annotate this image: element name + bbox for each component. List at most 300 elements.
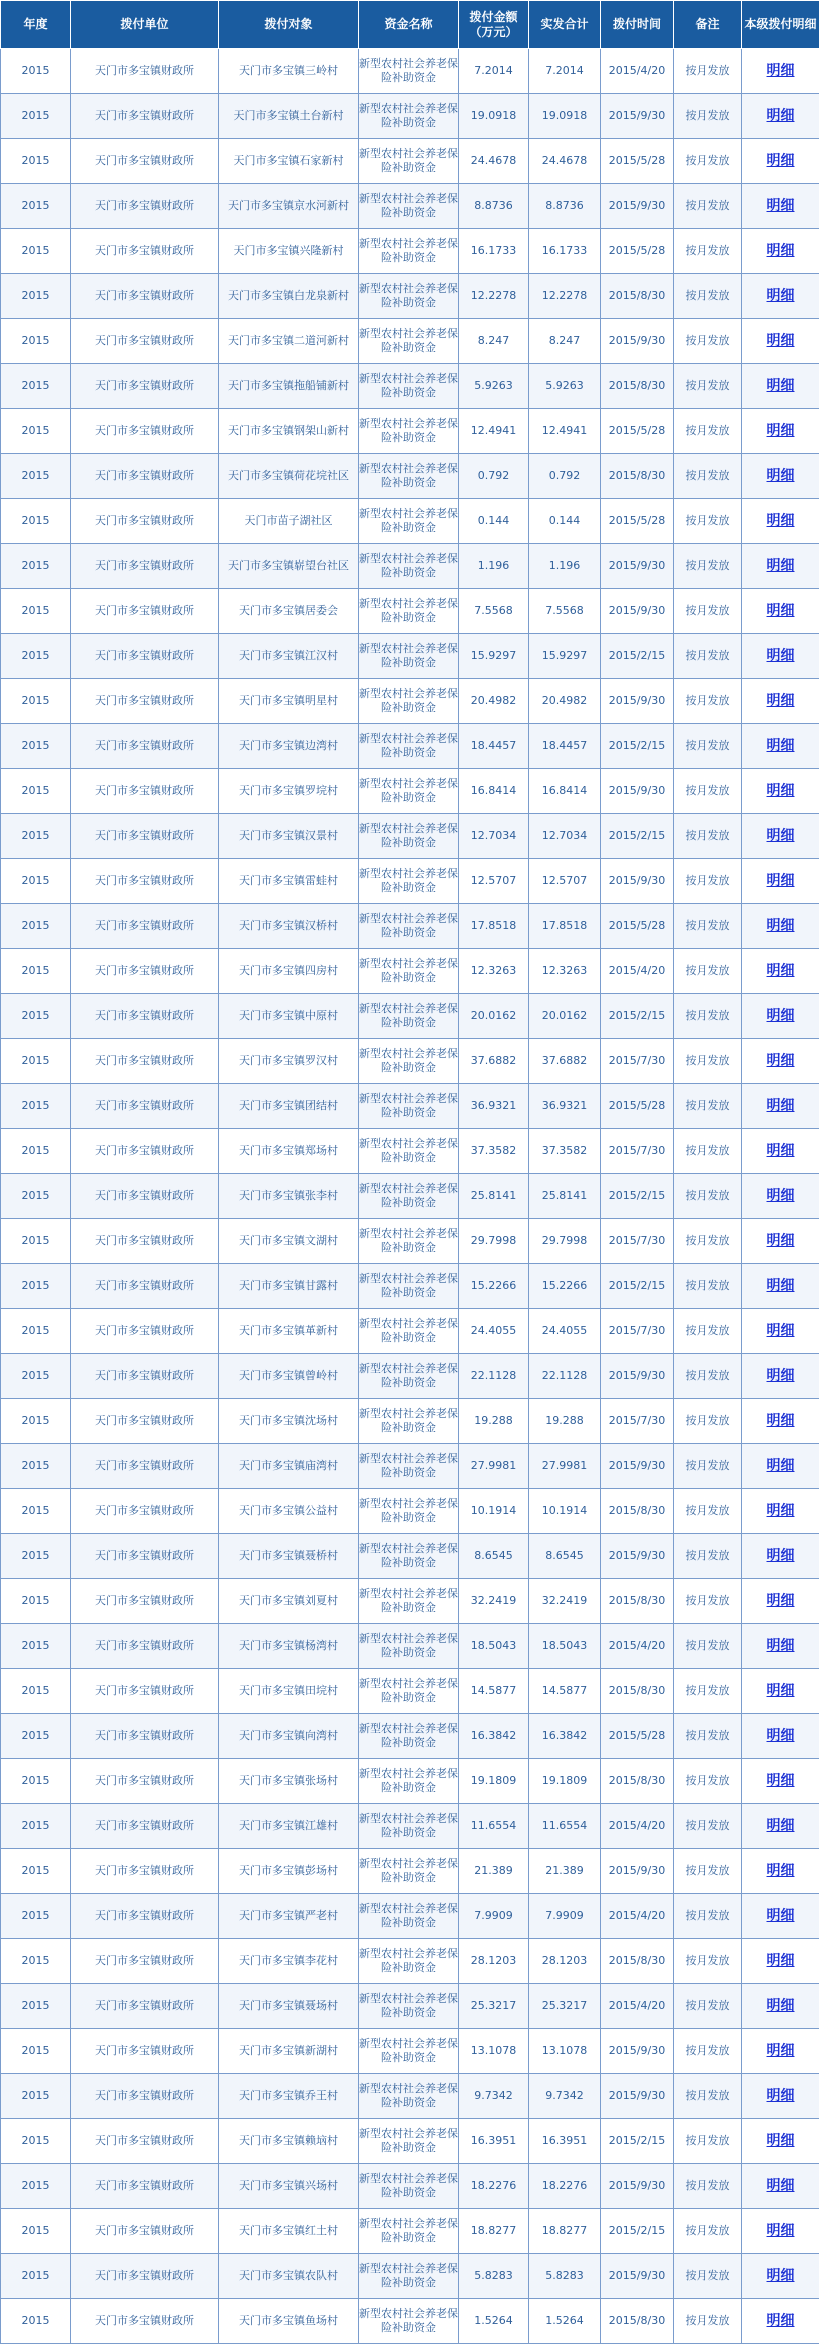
cell-year: 2015: [1, 2209, 71, 2254]
cell-target: 天门市多宝镇农队村: [219, 2254, 359, 2299]
detail-link[interactable]: 明细: [766, 467, 795, 484]
cell-remark: 按月发放: [674, 94, 742, 139]
cell-remark: 按月发放: [674, 949, 742, 994]
cell-fund-name: 新型农村社会养老保险补助资金: [359, 1354, 459, 1399]
cell-total: 28.1203: [529, 1939, 601, 1984]
cell-date: 2015/5/28: [601, 229, 674, 274]
cell-detail: [742, 2299, 819, 2344]
header-year: 年度: [1, 1, 71, 49]
cell-total: 19.288: [529, 1399, 601, 1444]
cell-year: 2015: [1, 1984, 71, 2029]
detail-link[interactable]: 明细: [766, 1502, 795, 1519]
cell-date: 2015/9/30: [601, 589, 674, 634]
cell-year: 2015: [1, 1219, 71, 1264]
cell-remark: 按月发放: [674, 49, 742, 94]
cell-detail: [742, 1669, 819, 1714]
cell-unit: 天门市多宝镇财政所: [71, 319, 219, 364]
cell-fund-name: 新型农村社会养老保险补助资金: [359, 2164, 459, 2209]
cell-fund-name: 新型农村社会养老保险补助资金: [359, 724, 459, 769]
table-row: [1, 2209, 819, 2254]
detail-link[interactable]: 明细: [766, 647, 795, 664]
detail-link[interactable]: 明细: [766, 1547, 795, 1564]
cell-fund-name: 新型农村社会养老保险补助资金: [359, 229, 459, 274]
detail-link[interactable]: 明细: [766, 1817, 795, 1834]
detail-link[interactable]: 明细: [766, 422, 795, 439]
table-row: [1, 1264, 819, 1309]
cell-remark: 按月发放: [674, 1399, 742, 1444]
cell-total: 15.2266: [529, 1264, 601, 1309]
cell-total: 12.2278: [529, 274, 601, 319]
cell-target: 天门市多宝镇聂桥村: [219, 1534, 359, 1579]
cell-target: 天门市多宝镇荷花垸社区: [219, 454, 359, 499]
cell-remark: 按月发放: [674, 1354, 742, 1399]
detail-link[interactable]: 明细: [766, 692, 795, 709]
cell-unit: 天门市多宝镇财政所: [71, 1984, 219, 2029]
cell-detail: [742, 1984, 819, 2029]
cell-amount: 12.7034: [459, 814, 529, 859]
cell-unit: 天门市多宝镇财政所: [71, 1489, 219, 1534]
cell-date: 2015/9/30: [601, 859, 674, 904]
cell-fund-name: 新型农村社会养老保险补助资金: [359, 2119, 459, 2164]
cell-detail: [742, 364, 819, 409]
cell-year: 2015: [1, 49, 71, 94]
cell-year: 2015: [1, 634, 71, 679]
cell-total: 18.2276: [529, 2164, 601, 2209]
cell-amount: 5.8283: [459, 2254, 529, 2299]
detail-link[interactable]: 明细: [766, 2312, 795, 2329]
cell-amount: 37.6882: [459, 1039, 529, 1084]
detail-link[interactable]: 明细: [766, 557, 795, 574]
cell-fund-name: 新型农村社会养老保险补助资金: [359, 1174, 459, 1219]
table-row: [1, 1084, 819, 1129]
cell-total: 7.5568: [529, 589, 601, 634]
detail-link[interactable]: 明细: [766, 602, 795, 619]
cell-amount: 19.0918: [459, 94, 529, 139]
cell-amount: 11.6554: [459, 1804, 529, 1849]
header-date: 拨付时间: [601, 1, 674, 49]
cell-amount: 15.2266: [459, 1264, 529, 1309]
cell-target: 天门市多宝镇公益村: [219, 1489, 359, 1534]
detail-link[interactable]: 明细: [766, 62, 795, 79]
cell-amount: 16.8414: [459, 769, 529, 814]
header-amount: 拨付金额（万元）: [459, 1, 529, 49]
cell-year: 2015: [1, 499, 71, 544]
cell-detail: [742, 1309, 819, 1354]
cell-date: 2015/5/28: [601, 1714, 674, 1759]
cell-date: 2015/7/30: [601, 1399, 674, 1444]
detail-link[interactable]: 明细: [766, 1997, 795, 2014]
cell-date: 2015/9/30: [601, 184, 674, 229]
cell-remark: 按月发放: [674, 2029, 742, 2074]
detail-link[interactable]: 明细: [766, 1772, 795, 1789]
table-row: [1, 454, 819, 499]
table-row: [1, 1984, 819, 2029]
cell-year: 2015: [1, 2299, 71, 2344]
cell-total: 0.792: [529, 454, 601, 499]
cell-year: 2015: [1, 994, 71, 1039]
cell-total: 5.8283: [529, 2254, 601, 2299]
cell-fund-name: 新型农村社会养老保险补助资金: [359, 1669, 459, 1714]
cell-remark: 按月发放: [674, 364, 742, 409]
cell-fund-name: 新型农村社会养老保险补助资金: [359, 1939, 459, 1984]
cell-amount: 13.1078: [459, 2029, 529, 2074]
detail-link[interactable]: 明细: [766, 1682, 795, 1699]
cell-year: 2015: [1, 184, 71, 229]
detail-link[interactable]: 明细: [766, 1907, 795, 1924]
cell-remark: 按月发放: [674, 499, 742, 544]
cell-year: 2015: [1, 1084, 71, 1129]
cell-detail: [742, 1759, 819, 1804]
cell-amount: 16.1733: [459, 229, 529, 274]
detail-link[interactable]: 明细: [766, 1052, 795, 1069]
cell-amount: 8.6545: [459, 1534, 529, 1579]
detail-link[interactable]: 明细: [766, 2267, 795, 2284]
detail-link[interactable]: 明细: [766, 197, 795, 214]
cell-year: 2015: [1, 1849, 71, 1894]
cell-remark: 按月发放: [674, 2074, 742, 2119]
cell-unit: 天门市多宝镇财政所: [71, 2029, 219, 2074]
cell-detail: [742, 229, 819, 274]
cell-total: 12.4941: [529, 409, 601, 454]
cell-fund-name: 新型农村社会养老保险补助资金: [359, 184, 459, 229]
cell-amount: 29.7998: [459, 1219, 529, 1264]
cell-fund-name: 新型农村社会养老保险补助资金: [359, 1984, 459, 2029]
detail-link[interactable]: 明细: [766, 872, 795, 889]
table-row: [1, 2164, 819, 2209]
cell-date: 2015/5/28: [601, 409, 674, 454]
cell-target: 天门市多宝镇边湾村: [219, 724, 359, 769]
cell-unit: 天门市多宝镇财政所: [71, 1129, 219, 1174]
cell-target: 天门市多宝镇杨湾村: [219, 1624, 359, 1669]
cell-fund-name: 新型农村社会养老保险补助资金: [359, 904, 459, 949]
cell-remark: 按月发放: [674, 1444, 742, 1489]
detail-link[interactable]: 明细: [766, 782, 795, 799]
cell-date: 2015/9/30: [601, 1354, 674, 1399]
cell-unit: 天门市多宝镇财政所: [71, 2299, 219, 2344]
table-row: [1, 679, 819, 724]
cell-remark: 按月发放: [674, 2119, 742, 2164]
cell-date: 2015/2/15: [601, 724, 674, 769]
cell-date: 2015/9/30: [601, 94, 674, 139]
cell-unit: 天门市多宝镇财政所: [71, 1939, 219, 1984]
cell-amount: 7.5568: [459, 589, 529, 634]
cell-total: 13.1078: [529, 2029, 601, 2074]
cell-total: 25.8141: [529, 1174, 601, 1219]
table-row: [1, 229, 819, 274]
cell-fund-name: 新型农村社会养老保险补助资金: [359, 319, 459, 364]
cell-year: 2015: [1, 2164, 71, 2209]
detail-link[interactable]: 明细: [766, 1727, 795, 1744]
table-row: [1, 1579, 819, 1624]
cell-remark: 按月发放: [674, 544, 742, 589]
cell-fund-name: 新型农村社会养老保险补助资金: [359, 1579, 459, 1624]
table-row: [1, 544, 819, 589]
cell-date: 2015/4/20: [601, 1984, 674, 2029]
cell-fund-name: 新型农村社会养老保险补助资金: [359, 1084, 459, 1129]
detail-link[interactable]: 明细: [766, 1457, 795, 1474]
cell-amount: 0.144: [459, 499, 529, 544]
cell-remark: 按月发放: [674, 814, 742, 859]
cell-detail: [742, 1129, 819, 1174]
cell-unit: 天门市多宝镇财政所: [71, 1624, 219, 1669]
cell-target: 天门市多宝镇张场村: [219, 1759, 359, 1804]
cell-remark: 按月发放: [674, 724, 742, 769]
cell-amount: 12.2278: [459, 274, 529, 319]
cell-remark: 按月发放: [674, 274, 742, 319]
cell-target: 天门市多宝镇二道河新村: [219, 319, 359, 364]
cell-unit: 天门市多宝镇财政所: [71, 1849, 219, 1894]
cell-remark: 按月发放: [674, 2164, 742, 2209]
cell-remark: 按月发放: [674, 859, 742, 904]
cell-year: 2015: [1, 1714, 71, 1759]
detail-link[interactable]: 明细: [766, 1142, 795, 1159]
table-row: [1, 1759, 819, 1804]
detail-link[interactable]: 明细: [766, 377, 795, 394]
detail-link[interactable]: 明细: [766, 332, 795, 349]
cell-fund-name: 新型农村社会养老保险补助资金: [359, 1894, 459, 1939]
detail-link[interactable]: 明细: [766, 2087, 795, 2104]
cell-amount: 7.9909: [459, 1894, 529, 1939]
cell-target: 天门市多宝镇向湾村: [219, 1714, 359, 1759]
cell-unit: 天门市多宝镇财政所: [71, 769, 219, 814]
cell-year: 2015: [1, 814, 71, 859]
cell-date: 2015/4/20: [601, 1804, 674, 1849]
cell-date: 2015/9/30: [601, 2074, 674, 2119]
cell-remark: 按月发放: [674, 229, 742, 274]
cell-year: 2015: [1, 859, 71, 904]
cell-year: 2015: [1, 1489, 71, 1534]
cell-amount: 1.196: [459, 544, 529, 589]
cell-detail: [742, 2164, 819, 2209]
cell-unit: 天门市多宝镇财政所: [71, 724, 219, 769]
cell-unit: 天门市多宝镇财政所: [71, 2074, 219, 2119]
cell-total: 16.8414: [529, 769, 601, 814]
cell-date: 2015/7/30: [601, 1129, 674, 1174]
cell-total: 25.3217: [529, 1984, 601, 2029]
detail-link[interactable]: 明细: [766, 1187, 795, 1204]
detail-link[interactable]: 明细: [766, 1367, 795, 1384]
cell-fund-name: 新型农村社会养老保险补助资金: [359, 1399, 459, 1444]
cell-unit: 天门市多宝镇财政所: [71, 544, 219, 589]
cell-amount: 25.8141: [459, 1174, 529, 1219]
cell-year: 2015: [1, 904, 71, 949]
cell-total: 5.9263: [529, 364, 601, 409]
cell-target: 天门市多宝镇彭场村: [219, 1849, 359, 1894]
cell-detail: [742, 859, 819, 904]
cell-amount: 18.5043: [459, 1624, 529, 1669]
cell-unit: 天门市多宝镇财政所: [71, 1444, 219, 1489]
cell-remark: 按月发放: [674, 319, 742, 364]
cell-total: 18.4457: [529, 724, 601, 769]
cell-target: 天门市多宝镇罗汉村: [219, 1039, 359, 1084]
cell-target: 天门市多宝镇团结村: [219, 1084, 359, 1129]
cell-target: 天门市多宝镇赖垴村: [219, 2119, 359, 2164]
cell-unit: 天门市多宝镇财政所: [71, 274, 219, 319]
cell-total: 1.196: [529, 544, 601, 589]
cell-fund-name: 新型农村社会养老保险补助资金: [359, 1129, 459, 1174]
cell-date: 2015/4/20: [601, 1894, 674, 1939]
cell-amount: 5.9263: [459, 364, 529, 409]
cell-total: 22.1128: [529, 1354, 601, 1399]
cell-date: 2015/8/30: [601, 1489, 674, 1534]
cell-total: 8.6545: [529, 1534, 601, 1579]
detail-link[interactable]: 明细: [766, 827, 795, 844]
cell-date: 2015/2/15: [601, 2119, 674, 2164]
cell-total: 18.8277: [529, 2209, 601, 2254]
cell-total: 29.7998: [529, 1219, 601, 1264]
cell-year: 2015: [1, 1309, 71, 1354]
detail-link[interactable]: 明细: [766, 1322, 795, 1339]
header-row: [1, 1, 819, 49]
cell-unit: 天门市多宝镇财政所: [71, 94, 219, 139]
cell-amount: 20.0162: [459, 994, 529, 1039]
detail-link[interactable]: 明细: [766, 242, 795, 259]
cell-target: 天门市多宝镇明星村: [219, 679, 359, 724]
cell-year: 2015: [1, 94, 71, 139]
cell-amount: 12.5707: [459, 859, 529, 904]
cell-detail: [742, 544, 819, 589]
cell-fund-name: 新型农村社会养老保险补助资金: [359, 589, 459, 634]
cell-amount: 10.1914: [459, 1489, 529, 1534]
cell-amount: 36.9321: [459, 1084, 529, 1129]
detail-link[interactable]: 明细: [766, 152, 795, 169]
cell-total: 17.8518: [529, 904, 601, 949]
detail-link[interactable]: 明细: [766, 917, 795, 934]
table-row: [1, 1219, 819, 1264]
cell-target: 天门市多宝镇田垸村: [219, 1669, 359, 1714]
cell-year: 2015: [1, 2254, 71, 2299]
table-row: [1, 2299, 819, 2344]
cell-date: 2015/8/30: [601, 2299, 674, 2344]
cell-target: 天门市多宝镇李花村: [219, 1939, 359, 1984]
cell-date: 2015/5/28: [601, 499, 674, 544]
cell-target: 天门市多宝镇江雄村: [219, 1804, 359, 1849]
table-row: [1, 1399, 819, 1444]
cell-detail: [742, 1579, 819, 1624]
cell-year: 2015: [1, 544, 71, 589]
detail-link[interactable]: 明细: [766, 287, 795, 304]
detail-link[interactable]: 明细: [766, 1277, 795, 1294]
table-row: [1, 1669, 819, 1714]
cell-unit: 天门市多宝镇财政所: [71, 1264, 219, 1309]
cell-total: 19.0918: [529, 94, 601, 139]
cell-fund-name: 新型农村社会养老保险补助资金: [359, 49, 459, 94]
table-row: [1, 1939, 819, 1984]
cell-unit: 天门市多宝镇财政所: [71, 1309, 219, 1354]
detail-link[interactable]: 明细: [766, 1592, 795, 1609]
cell-remark: 按月发放: [674, 1804, 742, 1849]
cell-year: 2015: [1, 769, 71, 814]
cell-amount: 19.1809: [459, 1759, 529, 1804]
cell-total: 16.1733: [529, 229, 601, 274]
detail-link[interactable]: 明细: [766, 1952, 795, 1969]
cell-year: 2015: [1, 1804, 71, 1849]
detail-link[interactable]: 明细: [766, 2132, 795, 2149]
table-row: [1, 1354, 819, 1399]
table-row: [1, 1174, 819, 1219]
detail-link[interactable]: 明细: [766, 2177, 795, 2194]
cell-year: 2015: [1, 229, 71, 274]
cell-detail: [742, 769, 819, 814]
cell-detail: [742, 499, 819, 544]
cell-target: 天门市多宝镇红土村: [219, 2209, 359, 2254]
cell-total: 15.9297: [529, 634, 601, 679]
cell-year: 2015: [1, 589, 71, 634]
cell-unit: 天门市多宝镇财政所: [71, 1084, 219, 1129]
cell-date: 2015/7/30: [601, 1219, 674, 1264]
detail-link[interactable]: 明细: [766, 2042, 795, 2059]
detail-link[interactable]: 明细: [766, 737, 795, 754]
table-row: [1, 2254, 819, 2299]
cell-target: 天门市多宝镇崭望台社区: [219, 544, 359, 589]
cell-year: 2015: [1, 1669, 71, 1714]
cell-remark: 按月发放: [674, 1894, 742, 1939]
cell-date: 2015/8/30: [601, 364, 674, 409]
cell-detail: [742, 1354, 819, 1399]
cell-detail: [742, 94, 819, 139]
detail-link[interactable]: 明细: [766, 1412, 795, 1429]
detail-link[interactable]: 明细: [766, 512, 795, 529]
detail-link[interactable]: 明细: [766, 1097, 795, 1114]
detail-link[interactable]: 明细: [766, 962, 795, 979]
cell-total: 14.5877: [529, 1669, 601, 1714]
cell-fund-name: 新型农村社会养老保险补助资金: [359, 544, 459, 589]
table-row: [1, 274, 819, 319]
detail-link[interactable]: 明细: [766, 1007, 795, 1024]
cell-unit: 天门市多宝镇财政所: [71, 2209, 219, 2254]
cell-remark: 按月发放: [674, 904, 742, 949]
cell-date: 2015/9/30: [601, 2164, 674, 2209]
cell-detail: [742, 1039, 819, 1084]
cell-total: 36.9321: [529, 1084, 601, 1129]
cell-year: 2015: [1, 2119, 71, 2164]
cell-fund-name: 新型农村社会养老保险补助资金: [359, 679, 459, 724]
cell-total: 9.7342: [529, 2074, 601, 2119]
table-row: [1, 319, 819, 364]
cell-remark: 按月发放: [674, 1084, 742, 1129]
cell-unit: 天门市多宝镇财政所: [71, 1579, 219, 1624]
cell-fund-name: 新型农村社会养老保险补助资金: [359, 1714, 459, 1759]
cell-remark: 按月发放: [674, 1669, 742, 1714]
cell-unit: 天门市多宝镇财政所: [71, 1669, 219, 1714]
cell-unit: 天门市多宝镇财政所: [71, 139, 219, 184]
cell-date: 2015/8/30: [601, 1939, 674, 1984]
detail-link[interactable]: 明细: [766, 1232, 795, 1249]
detail-link[interactable]: 明细: [766, 2222, 795, 2239]
table-row: [1, 364, 819, 409]
cell-total: 21.389: [529, 1849, 601, 1894]
cell-detail: [742, 2074, 819, 2119]
cell-target: 天门市多宝镇新湖村: [219, 2029, 359, 2074]
cell-detail: [742, 1489, 819, 1534]
cell-fund-name: 新型农村社会养老保险补助资金: [359, 94, 459, 139]
cell-target: 天门市多宝镇石家新村: [219, 139, 359, 184]
detail-link[interactable]: 明细: [766, 1862, 795, 1879]
cell-total: 12.5707: [529, 859, 601, 904]
table-row: [1, 769, 819, 814]
cell-unit: 天门市多宝镇财政所: [71, 2254, 219, 2299]
cell-date: 2015/7/30: [601, 1039, 674, 1084]
cell-detail: [742, 949, 819, 994]
detail-link[interactable]: 明细: [766, 1637, 795, 1654]
cell-fund-name: 新型农村社会养老保险补助资金: [359, 1039, 459, 1084]
cell-fund-name: 新型农村社会养老保险补助资金: [359, 1624, 459, 1669]
cell-remark: 按月发放: [674, 1039, 742, 1084]
cell-amount: 14.5877: [459, 1669, 529, 1714]
cell-date: 2015/2/15: [601, 2209, 674, 2254]
detail-link[interactable]: 明细: [766, 107, 795, 124]
cell-unit: 天门市多宝镇财政所: [71, 1759, 219, 1804]
